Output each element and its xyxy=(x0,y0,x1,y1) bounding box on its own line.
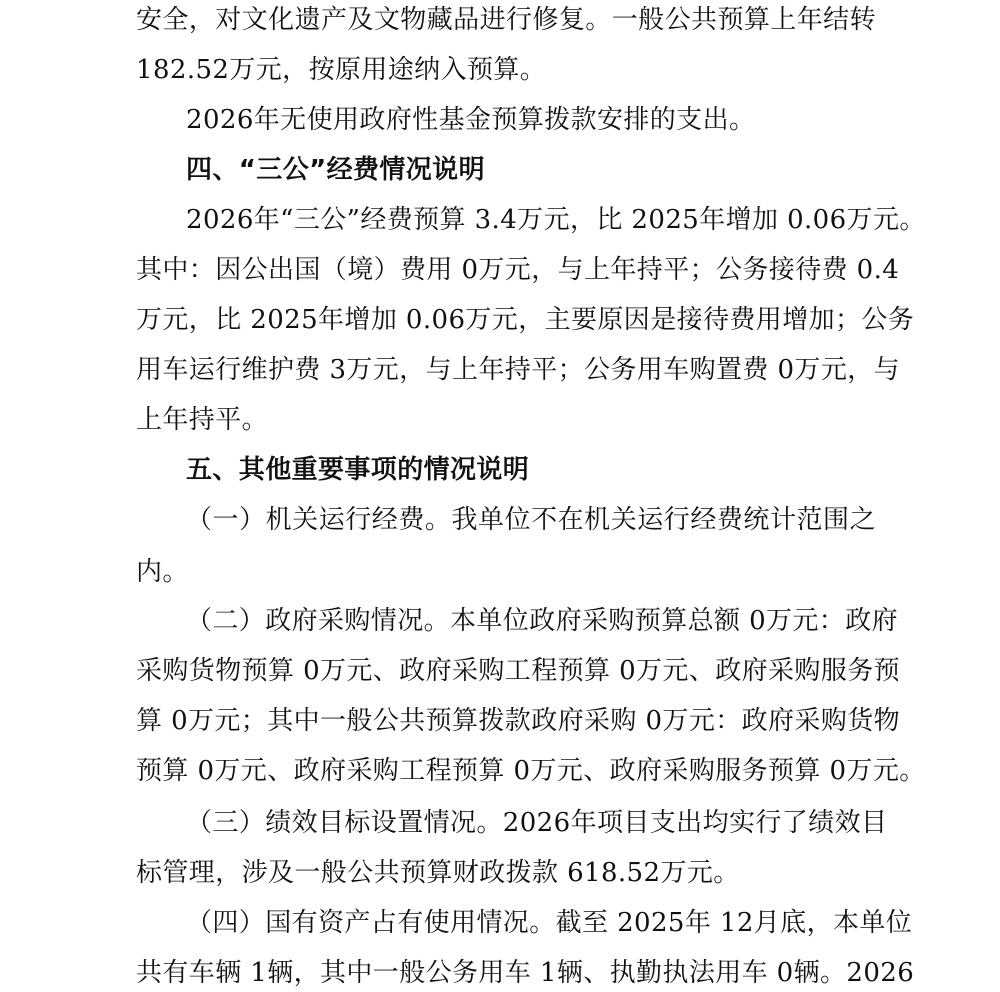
paragraph-line: （二）政府采购情况。本单位政府采购预算总额 0万元：政府 xyxy=(186,606,899,636)
paragraph-line: 2026年“三公”经费预算 3.4万元，比 2025年增加 0.06万元。 xyxy=(186,205,926,235)
paragraph-line: （四）国有资产占有使用情况。截至 2025年 12月底，本单位 xyxy=(186,908,913,938)
paragraph-line: 其中：因公出国（境）费用 0万元，与上年持平；公务接待费 0.4 xyxy=(136,255,900,285)
paragraph-line: 内。 xyxy=(136,557,189,587)
paragraph-line: 用车运行维护费 3万元，与上年持平；公务用车购置费 0万元，与 xyxy=(136,355,901,385)
paragraph-line: （三）绩效目标设置情况。2026年项目支出均实行了绩效目 xyxy=(186,808,888,838)
paragraph-line: 万元，比 2025年增加 0.06万元，主要原因是接待费用增加；公务 xyxy=(136,305,915,335)
paragraph-line: 共有车辆 1辆，其中一般公务用车 1辆、执勤执法用车 0辆。2026 xyxy=(136,958,915,988)
paragraph-line: 2026年无使用政府性基金预算拨款安排的支出。 xyxy=(186,105,756,135)
section-heading: 五、其他重要事项的情况说明 xyxy=(186,455,530,485)
paragraph-line: 预算 0万元、政府采购工程预算 0万元、政府采购服务预算 0万元。 xyxy=(136,756,926,786)
paragraph-line: 上年持平。 xyxy=(136,405,269,435)
paragraph-line: 182.52万元，按原用途纳入预算。 xyxy=(136,55,547,85)
paragraph-line: 算 0万元；其中一般公共预算拨款政府采购 0万元：政府采购货物 xyxy=(136,706,901,736)
paragraph-line: （一）机关运行经费。我单位不在机关运行经费统计范围之 xyxy=(186,505,876,535)
paragraph-line: 采购货物预算 0万元、政府采购工程预算 0万元、政府采购服务预 xyxy=(136,656,901,686)
paragraph-line: 标管理，涉及一般公共预算财政拨款 618.52万元。 xyxy=(136,858,740,888)
section-heading: 四、“三公”经费情况说明 xyxy=(186,155,485,185)
paragraph-line: 安全，对文化遗产及文物藏品进行修复。一般公共预算上年结转 xyxy=(136,5,876,35)
